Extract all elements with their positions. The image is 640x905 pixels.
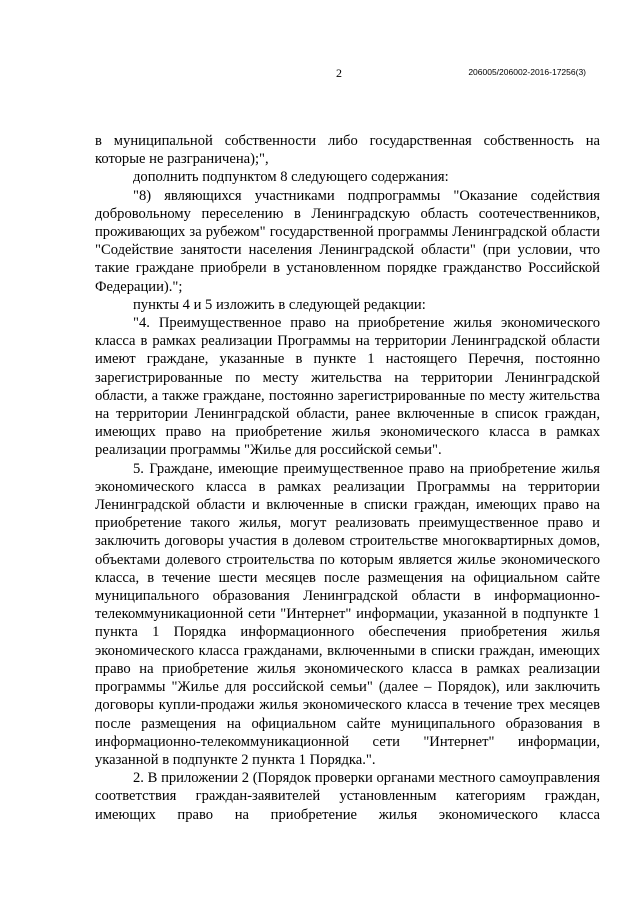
document-code: 206005/206002-2016-17256(3)	[468, 67, 586, 77]
paragraph-continuation: в муниципальной собственности либо государственная собственность на которые не разграничена);",	[95, 133, 600, 168]
paragraph-item-4: "4. Преимущественное право на приобретение жилья экономического класса в рамках реализации Программы на территории Ленинградской области имеют граждане, указанные в пункте 1 настоящего Перечня, постоянно зарегистрированные по месту жительства на территории Ленинградской области, а также граждане, постоянно зарегистрированные по месту жительства на территории Ленинградской области, ранее включенные в список граждан, имеющих право на приобретение жилья экономического класса в рамках реализации программы "Жилье для российской семьи".	[95, 315, 600, 459]
document-body	[95, 132, 600, 824]
paragraph-item-5: 5. Граждане, имеющие преимущественное право на приобретение жилья экономического класса в рамках реализации Программы на территории Ленинградской области и включенные в списки граждан, имеющих право на приобретение такого жилья, могут реализовать преимущественное право и заключить договоры участия в долевом строительстве многоквартирных домов, объектами долевого строительства по которым является жилье экономического класса, в течение шести месяцев после размещения на официальном сайте муниципального образования Ленинградской области в информационно-телекоммуникационной сети "Интернет" информации, указанной в подпункте 1 пункта 1 Порядка информационного обеспечения приобретения жилья экономического класса гражданами, включенными в списки граждан, имеющих право на приобретение жилья экономического класса в рамках реализации программы "Жилье для российской семьи" (далее – Порядок), или заключить договоры купли-продажи жилья экономического класса в течение трех месяцев после размещения на официальном сайте муниципального образования в информационно-телекоммуникационной сети "Интернет" информации, указанной в подпункте 2 пункта 1 Порядка.".	[95, 460, 600, 768]
paragraph-section-2: 2. В приложении 2 (Порядок проверки органами местного самоуправления соответствия граждан-заявителей установленным категориям граждан, имеющих право на приобретение жилья экономического класса	[95, 770, 600, 823]
paragraph-add-subitem: дополнить подпунктом 8 следующего содержания:	[133, 169, 449, 186]
paragraph-items-intro: пункты 4 и 5 изложить в следующей редакции:	[133, 296, 426, 313]
paragraph-subitem-8: "8) являющихся участниками подпрограммы "Оказание содействия добровольному переселению в Ленинградскую область соотечественников, проживающих за рубежом" государственной программы Ленинградской области "Содействие занятости населения Ленинградской области" (при условии, что такие граждане приобрели в установленном порядке гражданство Российской Федерации).";	[95, 187, 600, 295]
page-number: 2	[336, 66, 342, 80]
